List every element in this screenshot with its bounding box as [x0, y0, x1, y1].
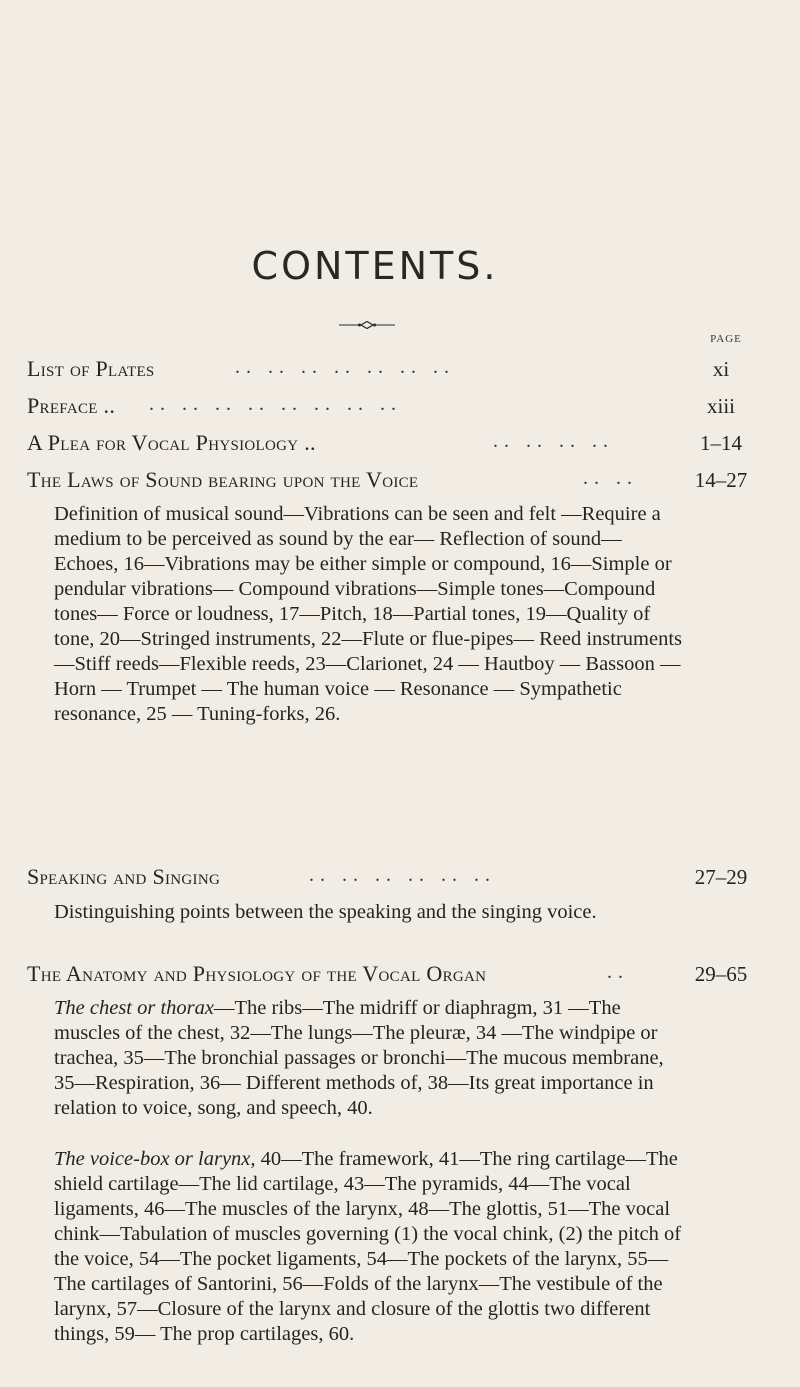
leader-dots: .. .. .. .. [493, 430, 614, 452]
toc-page-number: xi [712, 357, 730, 381]
section-summary-sound: Definition of musical sound—Vibrations can be seen and felt —Require a medium to be perceived as sound by the ear— Reflection of sound—Echoes, 16—Vibrations may be either simple or compound, 16—Simple or pendular vibrations— Compound vibrations—Simple tones—Compound tones— Force or loudness, 17—Pitch, 18—Partial tones, 19—Quality of tone, 20—Stringed instruments, 22—Flute or flue-pipes— Reed instruments—Stiff reeds—Flexible reeds, 23—Clarionet, 24 — Hautboy — Bassoon — Horn — Trumpet — The human voice — Resonance — Sympathetic resonance, 25 — Tuning-forks, 26. [54, 503, 683, 725]
ornament-rule-icon [339, 321, 395, 329]
section-summary-larynx [54, 1147, 684, 1347]
section-summary-chest [54, 996, 684, 1121]
toc-entry-preface[interactable] [27, 393, 757, 425]
toc-entry-list-of-plates[interactable] [27, 356, 757, 388]
subsection-text-chest: —The ribs—The midriff or diaphragm, 31 —The muscles of the chest, 32—The lungs—The pleuræ, 34 —The windpipe or trachea, 35—The bronchial passages or bronchi—The mucous membrane, 35—Respiration, 36— Different methods of, 38—Its great importance in relation to voice, song, and speech, 40. [54, 997, 664, 1119]
leader-dots: .. .. [583, 467, 638, 489]
page-title: CONTENTS. [251, 244, 499, 288]
toc-heading: The Laws of Sound bearing upon the Voice [27, 467, 419, 492]
toc-entry-laws-of-sound[interactable] [27, 467, 757, 499]
section-summary-speaking: Distinguishing points between the speaking and the singing voice. [54, 901, 597, 923]
leader-dots: .. .. .. .. .. .. [309, 864, 496, 886]
toc-heading: Speaking and Singing [27, 864, 221, 889]
toc-page-number: xiii [706, 394, 735, 418]
toc-heading: A Plea for Vocal Physiology .. [27, 430, 316, 455]
toc-entry-plea[interactable] [27, 430, 757, 462]
toc-page-number: 29–65 [694, 962, 748, 986]
toc-page-number: 1–14 [700, 431, 742, 455]
toc-page-number: 27–29 [694, 865, 748, 889]
toc-page-number: 14–27 [694, 468, 748, 492]
toc-entry-anatomy[interactable] [27, 961, 757, 993]
subsection-title-chest: The chest or thorax [54, 997, 214, 1019]
leader-dots: .. [607, 961, 629, 983]
leader-dots: .. .. .. .. .. .. .. .. [149, 393, 402, 415]
subsection-text-larynx: 40—The framework, 41—The ring cartilage—The shield cartilage—The lid cartilage, 43—The pyramids, 44—The vocal ligaments, 46—The muscles of the larynx, 48—The glottis, 51—The vocal chink—Tabulation of muscles governing (1) the vocal chink, (2) the pitch of the voice, 54—The pocket ligaments, 54—The pockets of the larynx, 55—The cartilages of Santorini, 56—Folds of the larynx—The vestibule of the larynx, 57—Closure of the larynx and closure of the glottis two different things, 59— The prop cartilages, 60. [54, 1148, 682, 1345]
toc-heading: Preface .. [27, 393, 116, 418]
page-column-label: PAGE [710, 333, 742, 345]
toc-entry-speaking-singing[interactable] [27, 864, 757, 896]
subsection-title-larynx: The voice-box or larynx, [54, 1148, 256, 1170]
toc-heading: The Anatomy and Physiology of the Vocal Organ [27, 961, 487, 986]
leader-dots: .. .. .. .. .. .. .. [235, 356, 455, 378]
toc-heading: List of Plates [27, 356, 155, 381]
